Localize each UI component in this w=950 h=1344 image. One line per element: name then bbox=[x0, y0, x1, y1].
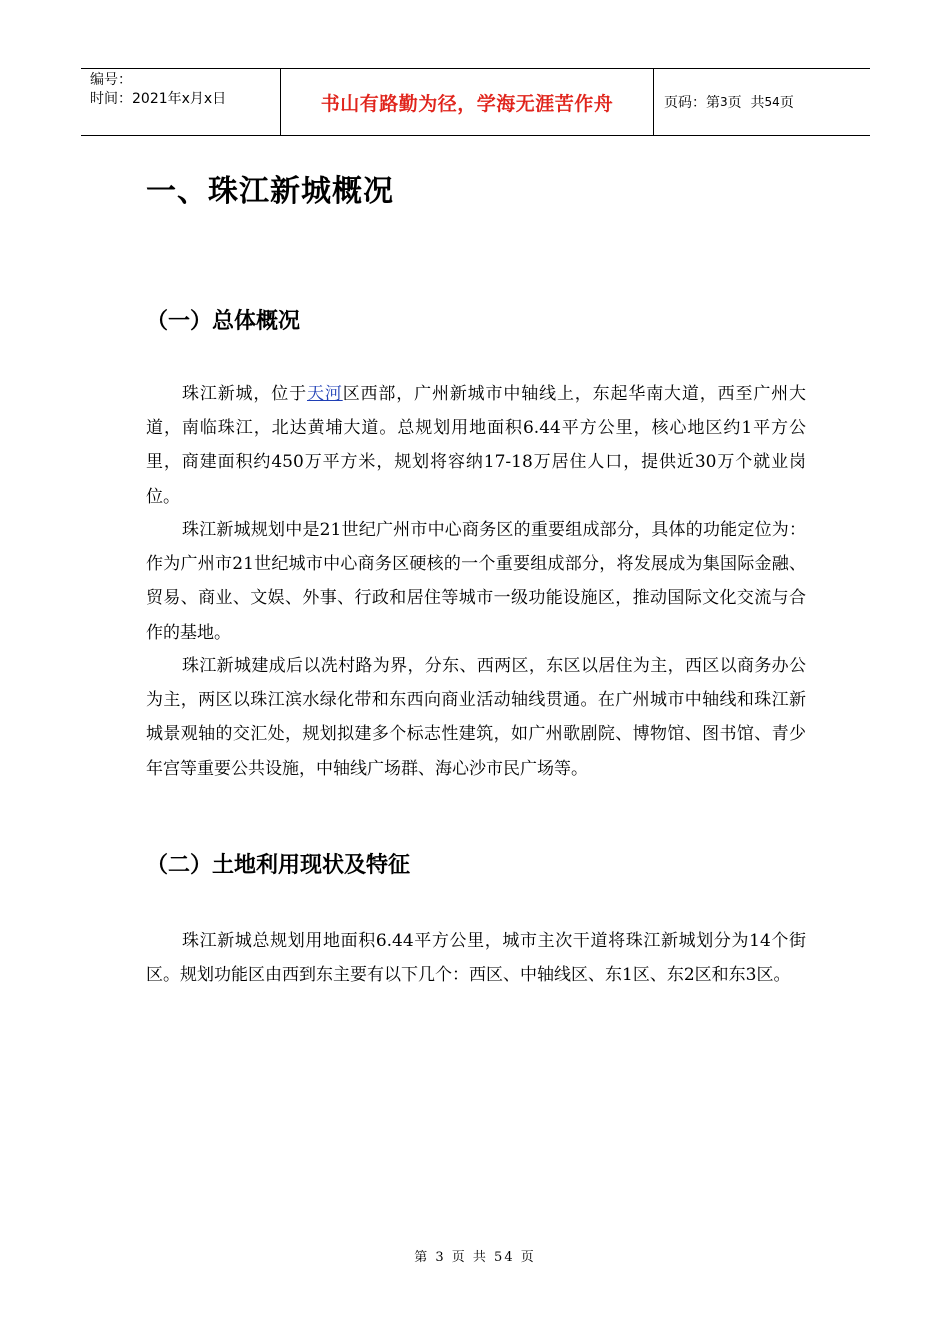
section-heading-overview: （一）总体概况 bbox=[146, 309, 301, 334]
page-title: 一、珠江新城概况 bbox=[146, 174, 394, 209]
paragraph-districts: 珠江新城建成后以冼村路为界，分东、西两区，东区以居住为主，西区以商务办公为主，两区以珠江滨水绿化带和东西向商业活动轴线贯通。在广州城市中轴线和珠江新城景观轴的交汇处，规划拟建多个标志性建筑，如广州歌剧院、博物馆、图书馆、青少年宫等重要公共设施，中轴线广场群、海心沙市民广场等。 bbox=[146, 656, 806, 779]
motto-text: 书山有路勤为径，学海无涯苦作舟 bbox=[320, 92, 614, 115]
header-table bbox=[81, 68, 870, 136]
page-suffix: 页 bbox=[779, 95, 794, 111]
paragraph-text: 区西部，广州新城市中轴线上，东起华南大道，西至广州大道，南临珠江，北达黄埔大道。总规划用地面积6.44平方公里，核心地区约1平方公里，商建面积约450万平方米，规划将容纳17-18万居住人口，提供近30万个就业岗位。 bbox=[146, 384, 807, 507]
tianhe-link[interactable]: 天河 bbox=[306, 384, 343, 404]
number-label: 编号： bbox=[90, 72, 132, 88]
time-label: 时间：2021年x月x日 bbox=[90, 91, 227, 107]
paragraph-text: 珠江新城，位于 bbox=[182, 384, 307, 404]
page-middle: 页 共 bbox=[727, 95, 765, 111]
page-footer: 第 3 页 共 54 页 bbox=[414, 1250, 536, 1265]
header-motto-cell bbox=[281, 69, 654, 135]
page-current: 3 bbox=[720, 95, 728, 109]
page-total: 54 bbox=[764, 95, 780, 109]
paragraph-land-use: 珠江新城总规划用地面积6.44平方公里，城市主次干道将珠江新城划分为14个街区。规划功能区由西到东主要有以下几个：西区、中轴线区、东1区、东2区和东3区。 bbox=[146, 931, 806, 986]
section-heading-land-use: （二）土地利用现状及特征 bbox=[146, 853, 411, 878]
paragraph-location bbox=[146, 377, 806, 514]
header-page-cell bbox=[654, 69, 870, 135]
page-prefix: 页码：第 bbox=[664, 95, 720, 111]
header-meta-cell bbox=[81, 69, 281, 135]
paragraph-positioning: 珠江新城规划中是21世纪广州市中心商务区的重要组成部分，具体的功能定位为：作为广州市21世纪城市中心商务区硬核的一个重要组成部分，将发展成为集国际金融、贸易、商业、文娱、外事、行政和居住等城市一级功能设施区，推动国际文化交流与合作的基地。 bbox=[146, 520, 806, 643]
